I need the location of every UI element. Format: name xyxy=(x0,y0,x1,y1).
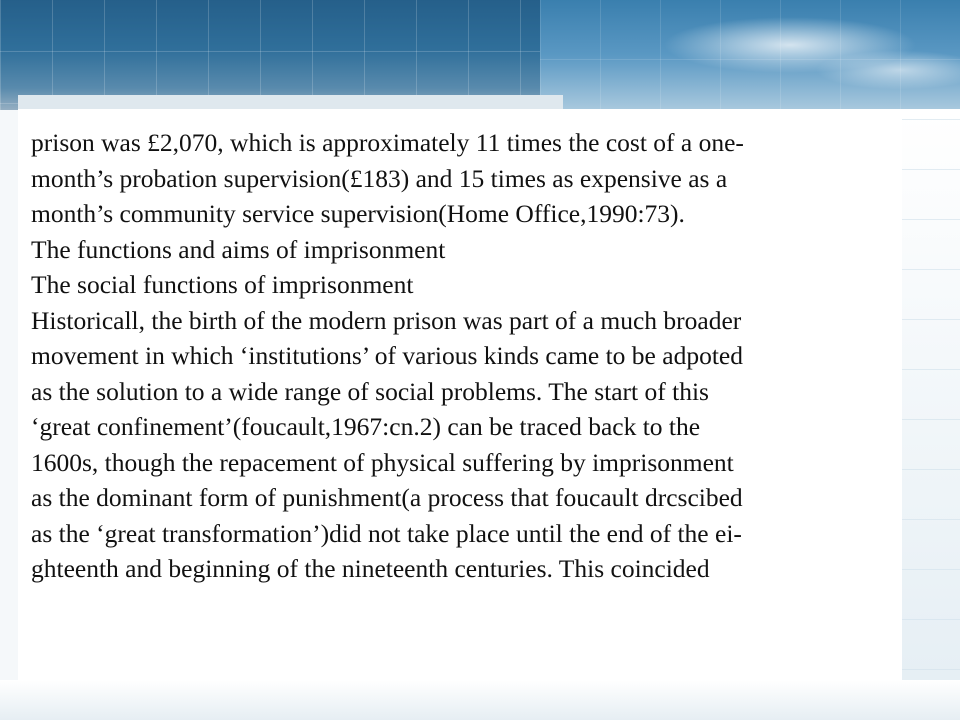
text-line: month’s community service supervision(Home Office,1990:73). xyxy=(31,199,685,228)
text-line: Historicall, the birth of the modern prison was part of a much broader xyxy=(31,305,742,335)
subsection-heading: The social functions of imprisonment xyxy=(31,270,414,299)
banner-grid-overlay xyxy=(540,0,960,110)
text-line: prison was £2,070, which is approximately 11 times the cost of a one- xyxy=(31,128,744,157)
decorative-bottom-strip xyxy=(0,680,960,720)
header-banner-image xyxy=(0,0,960,110)
text-line: ‘great confinement’(foucault,1967:cn.2) can be traced back to the xyxy=(31,412,701,441)
text-line: month’s probation supervision(£183) and 15 times as expensive as a xyxy=(31,163,728,193)
section-heading: The functions and aims of imprisonment xyxy=(31,234,446,264)
text-line: as the ‘great transformation’)did not take place until the end of the ei- xyxy=(31,518,742,548)
text-line: movement in which ‘institutions’ of various kinds came to be adpoted xyxy=(31,341,743,370)
text-line: ghteenth and beginning of the nineteenth centuries. This coincided xyxy=(31,554,710,583)
slide-body-text xyxy=(31,125,931,587)
banner-grid-pattern xyxy=(0,0,560,110)
text-line: as the dominant form of punishment(a process that foucault drcscibed xyxy=(31,483,743,512)
text-line: as the solution to a wide range of social problems. The start of this xyxy=(31,376,709,406)
text-line: 1600s, though the repacement of physical suffering by imprisonment xyxy=(31,447,734,477)
title-band xyxy=(18,95,563,109)
